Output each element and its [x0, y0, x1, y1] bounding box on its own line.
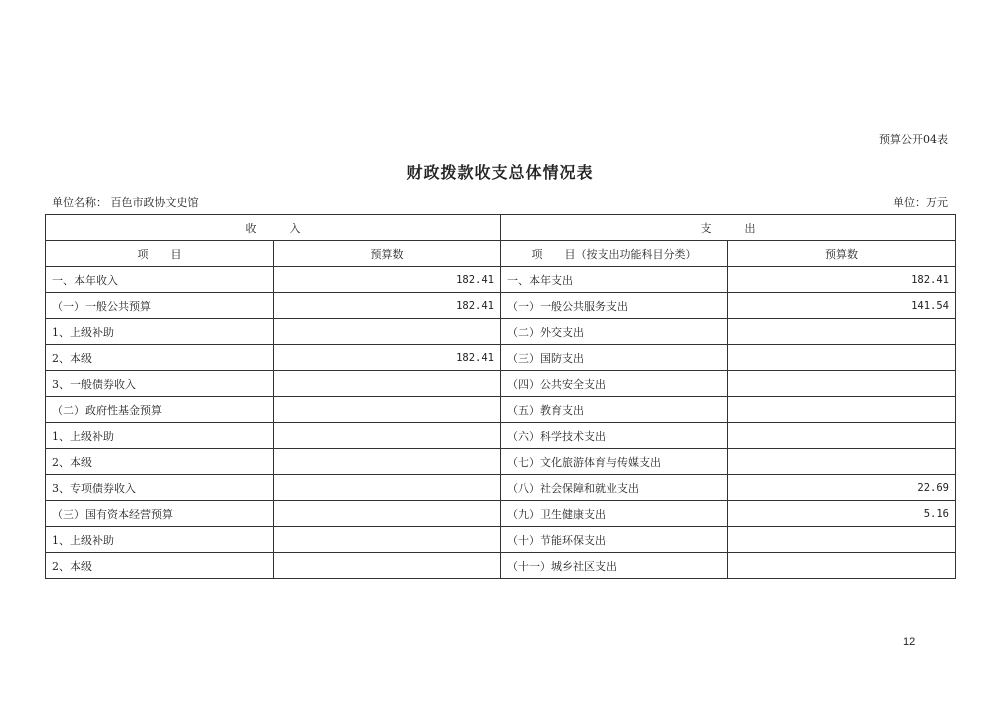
income-group-header: 收 入	[46, 215, 501, 241]
expense-item-cell: （一）一般公共服务支出	[501, 293, 728, 319]
income-amount-cell	[274, 449, 501, 475]
expense-amount-header: 预算数	[728, 241, 956, 267]
table-row	[46, 319, 956, 345]
expense-amount-cell: 141.54	[728, 293, 956, 319]
income-item-cell: 3、一般债券收入	[46, 371, 274, 397]
expense-amount-cell	[728, 397, 956, 423]
income-amount-cell	[274, 423, 501, 449]
expense-item-cell: （六）科学技术支出	[501, 423, 728, 449]
expense-amount-cell	[728, 553, 956, 579]
expense-amount-cell: 22.69	[728, 475, 956, 501]
table-row	[46, 475, 956, 501]
expense-amount-cell	[728, 527, 956, 553]
income-item-cell: （三）国有资本经营预算	[46, 501, 274, 527]
form-code: 预算公开04表	[879, 133, 948, 146]
income-item-cell: 2、本级	[46, 345, 274, 371]
income-amount-cell	[274, 501, 501, 527]
unit-name: 单位名称： 百色市政协文史馆	[52, 196, 199, 209]
expense-item-cell: （八）社会保障和就业支出	[501, 475, 728, 501]
income-item-cell: 1、上级补助	[46, 527, 274, 553]
expense-item-cell: （三）国防支出	[501, 345, 728, 371]
table-row	[46, 345, 956, 371]
income-item-cell: 2、本级	[46, 553, 274, 579]
expense-amount-cell	[728, 449, 956, 475]
expense-group-header: 支 出	[501, 215, 956, 241]
expense-item-cell: （七）文化旅游体育与传媒支出	[501, 449, 728, 475]
expense-amount-cell: 5.16	[728, 501, 956, 527]
table-row	[46, 423, 956, 449]
table-row	[46, 553, 956, 579]
income-amount-cell: 182.41	[274, 293, 501, 319]
expense-amount-cell	[728, 319, 956, 345]
table-row	[46, 449, 956, 475]
income-item-cell: 2、本级	[46, 449, 274, 475]
expense-amount-cell	[728, 423, 956, 449]
page-title: 财政拨款收支总体情况表	[406, 163, 594, 182]
budget-table	[45, 214, 956, 579]
income-item-cell: 1、上级补助	[46, 319, 274, 345]
table-row	[46, 397, 956, 423]
income-amount-cell	[274, 475, 501, 501]
expense-item-cell: （十一）城乡社区支出	[501, 553, 728, 579]
expense-amount-cell: 182.41	[728, 267, 956, 293]
income-amount-cell: 182.41	[274, 345, 501, 371]
page-number: 12	[903, 636, 916, 648]
income-amount-header: 预算数	[274, 241, 501, 267]
expense-amount-cell	[728, 371, 956, 397]
group-header-row	[46, 215, 956, 241]
income-amount-cell	[274, 397, 501, 423]
table-row	[46, 293, 956, 319]
expense-item-cell: （十）节能环保支出	[501, 527, 728, 553]
column-header-row	[46, 241, 956, 267]
table-row	[46, 527, 956, 553]
expense-item-cell: （九）卫生健康支出	[501, 501, 728, 527]
income-amount-cell: 182.41	[274, 267, 501, 293]
unit-label: 单位：万元	[893, 196, 948, 209]
income-item-cell: （一）一般公共预算	[46, 293, 274, 319]
income-item-cell: （二）政府性基金预算	[46, 397, 274, 423]
income-item-cell: 一、本年收入	[46, 267, 274, 293]
expense-item-cell: （四）公共安全支出	[501, 371, 728, 397]
income-item-cell: 3、专项债券收入	[46, 475, 274, 501]
income-item-cell: 1、上级补助	[46, 423, 274, 449]
table-row	[46, 501, 956, 527]
expense-item-cell: （二）外交支出	[501, 319, 728, 345]
expense-item-header: 项 目（按支出功能科目分类）	[501, 241, 728, 267]
expense-item-cell: （五）教育支出	[501, 397, 728, 423]
expense-item-cell: 一、本年支出	[501, 267, 728, 293]
expense-amount-cell	[728, 345, 956, 371]
income-amount-cell	[274, 371, 501, 397]
income-amount-cell	[274, 319, 501, 345]
income-amount-cell	[274, 553, 501, 579]
income-item-header: 项 目	[46, 241, 274, 267]
table-row	[46, 371, 956, 397]
income-amount-cell	[274, 527, 501, 553]
table-row	[46, 267, 956, 293]
